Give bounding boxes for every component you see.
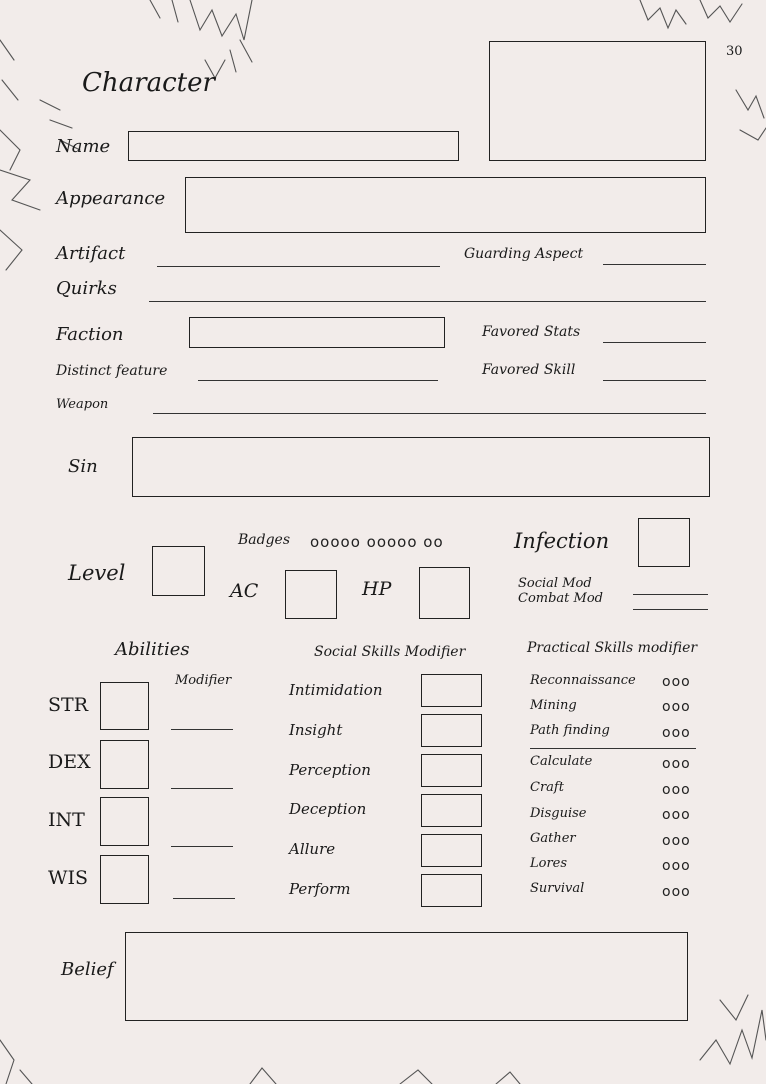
favored-skill-label: Favored Skill	[482, 362, 576, 378]
combat-mod-field[interactable]	[633, 609, 708, 610]
ability-label-str: STR	[48, 694, 88, 716]
social-skill-box-perform[interactable]	[421, 874, 482, 907]
infection-box[interactable]	[638, 518, 690, 567]
social-skill-box-deception[interactable]	[421, 794, 482, 827]
practical-skill-dots[interactable]: ooo	[662, 782, 691, 798]
favored-stats-field[interactable]	[603, 342, 706, 343]
guarding-aspect-label: Guarding Aspect	[464, 246, 584, 262]
page-title: Character	[82, 68, 215, 98]
infection-label: Infection	[514, 529, 610, 553]
artifact-field[interactable]	[157, 266, 440, 267]
social-skill-label: Allure	[289, 840, 336, 858]
badges-label: Badges	[238, 532, 291, 548]
practical-skills-divider	[530, 748, 696, 749]
combat-mod-label: Combat Mod	[518, 591, 603, 606]
favored-skill-field[interactable]	[603, 380, 706, 381]
ability-box-int[interactable]	[100, 797, 149, 846]
portrait-box[interactable]	[489, 41, 706, 161]
appearance-label: Appearance	[56, 188, 166, 209]
practical-skill-label: Disguise	[530, 806, 587, 821]
ability-modifier-wis[interactable]	[173, 898, 235, 899]
hp-label: HP	[362, 578, 392, 600]
guarding-aspect-field[interactable]	[603, 264, 706, 265]
social-skill-label: Perception	[289, 761, 371, 779]
practical-skills-title: Practical Skills modifier	[527, 640, 698, 656]
social-skill-box-allure[interactable]	[421, 834, 482, 867]
practical-skill-dots[interactable]: ooo	[662, 884, 691, 900]
distinct-feature-label: Distinct feature	[56, 363, 168, 379]
social-skill-box-insight[interactable]	[421, 714, 482, 747]
quirks-field[interactable]	[149, 301, 706, 302]
practical-skill-dots[interactable]: ooo	[662, 807, 691, 823]
practical-skill-dots[interactable]: ooo	[662, 699, 691, 715]
social-skill-label: Intimidation	[289, 681, 383, 699]
ability-box-str[interactable]	[100, 682, 149, 730]
practical-skill-dots[interactable]: ooo	[662, 725, 691, 741]
practical-skill-dots[interactable]: ooo	[662, 858, 691, 874]
name-field[interactable]	[128, 131, 459, 161]
practical-skill-dots[interactable]: ooo	[662, 756, 691, 772]
practical-skill-label: Path finding	[530, 723, 610, 738]
practical-skill-label: Reconnaissance	[530, 673, 636, 688]
weapon-field[interactable]	[153, 413, 706, 414]
social-mod-field[interactable]	[633, 594, 708, 595]
social-skill-label: Insight	[289, 721, 343, 739]
faction-label: Faction	[56, 324, 124, 345]
ability-label-int: INT	[48, 809, 85, 831]
name-label: Name	[56, 136, 111, 157]
practical-skill-label: Gather	[530, 831, 576, 846]
hp-box[interactable]	[419, 567, 470, 619]
level-label: Level	[68, 561, 126, 585]
practical-skill-label: Survival	[530, 881, 585, 896]
belief-label: Belief	[61, 959, 114, 980]
social-mod-label: Social Mod	[518, 576, 592, 591]
distinct-feature-field[interactable]	[198, 380, 438, 381]
practical-skill-label: Lores	[530, 856, 568, 871]
practical-skill-label: Calculate	[530, 754, 593, 769]
practical-skill-label: Mining	[530, 698, 577, 713]
practical-skill-dots[interactable]: ooo	[662, 674, 691, 690]
ac-box[interactable]	[285, 570, 337, 619]
page-number: 30	[726, 44, 743, 59]
ability-box-wis[interactable]	[100, 855, 149, 904]
level-box[interactable]	[152, 546, 205, 596]
appearance-field[interactable]	[185, 177, 706, 233]
ability-modifier-dex[interactable]	[171, 788, 233, 789]
ability-label-wis: WIS	[48, 867, 89, 889]
favored-stats-label: Favored Stats	[482, 324, 581, 340]
practical-skill-label: Craft	[530, 780, 564, 795]
social-skill-label: Deception	[289, 800, 367, 818]
artifact-label: Artifact	[56, 243, 126, 264]
practical-skill-dots[interactable]: ooo	[662, 833, 691, 849]
ac-label: AC	[230, 580, 259, 602]
social-skills-title: Social Skills Modifier	[314, 644, 466, 660]
faction-field[interactable]	[189, 317, 445, 348]
sin-label: Sin	[68, 456, 98, 477]
weapon-label: Weapon	[56, 397, 109, 412]
quirks-label: Quirks	[56, 278, 117, 299]
ability-modifier-int[interactable]	[171, 846, 233, 847]
abilities-title: Abilities	[115, 639, 190, 660]
ability-modifier-str[interactable]	[171, 729, 233, 730]
ability-label-dex: DEX	[48, 751, 91, 773]
social-skill-label: Perform	[289, 880, 351, 898]
sin-field[interactable]	[132, 437, 710, 497]
modifier-label: Modifier	[175, 673, 232, 688]
belief-field[interactable]	[125, 932, 688, 1021]
badges-tracker[interactable]: ooooo ooooo oo	[310, 533, 444, 551]
ability-box-dex[interactable]	[100, 740, 149, 789]
social-skill-box-intimidation[interactable]	[421, 674, 482, 707]
social-skill-box-perception[interactable]	[421, 754, 482, 787]
